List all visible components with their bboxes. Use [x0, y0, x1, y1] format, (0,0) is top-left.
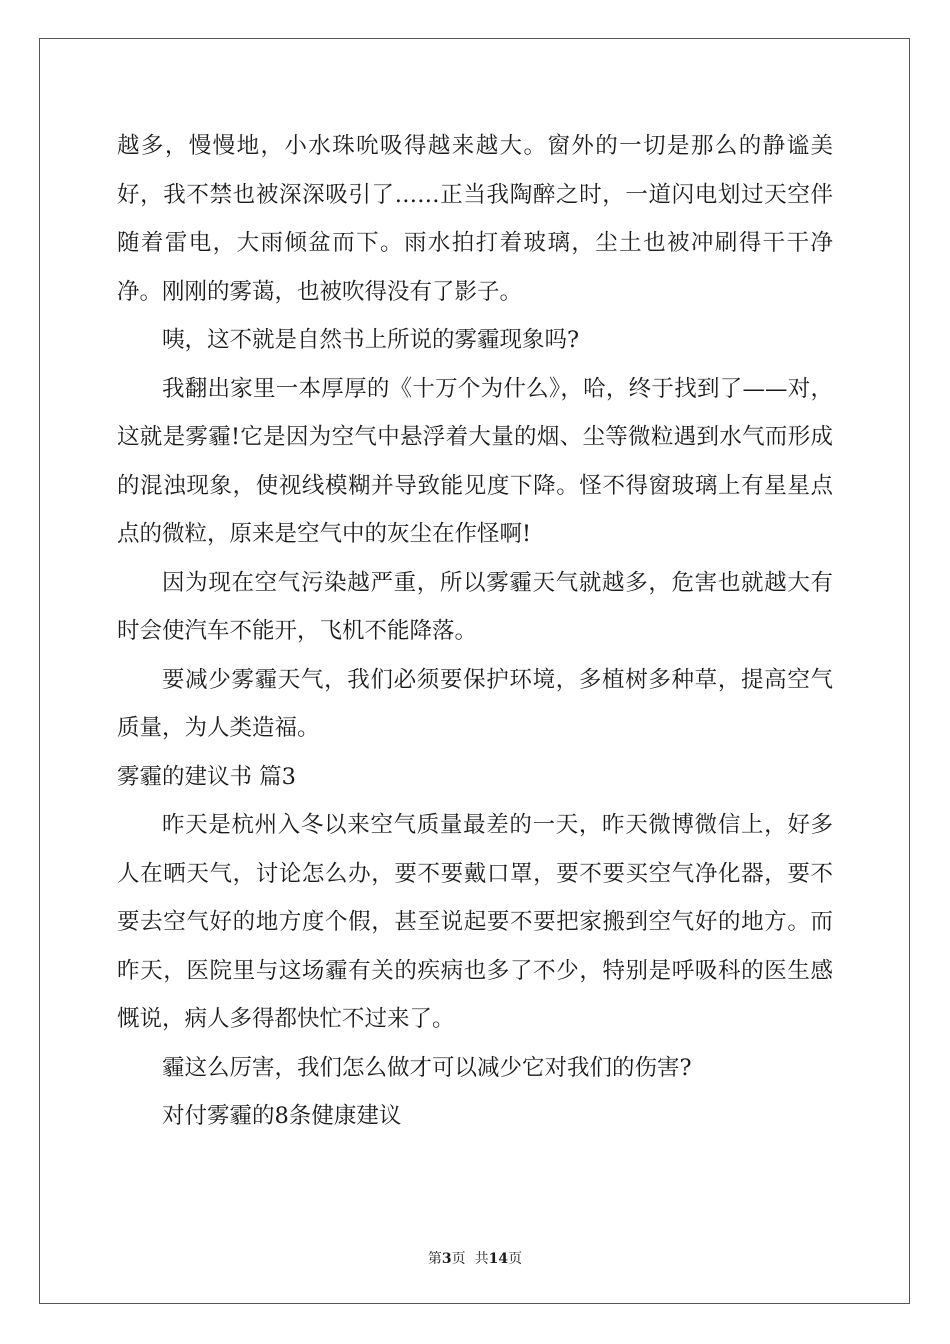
paragraph: 咦，这不就是自然书上所说的雾霾现象吗?	[162, 327, 580, 353]
document-body	[117, 122, 833, 1141]
paragraph: 昨天是杭州入冬以来空气质量最差的一天，昨天微博微信上，好多人在晒天气，讨论怎么办，要不要戴口罩，要不要买空气净化器，要不要去空气好的地方度个假，甚至说起要不要把家搬到空气好的地方。而昨天，医院里与这场霾有关的疾病也多了不少，特别是呼吸科的医生感慨说，病人多得都快忙不过来了。	[117, 812, 833, 1032]
footer-total-pages: 14	[488, 1251, 509, 1267]
paragraph: 我翻出家里一本厚厚的《十万个为什么》，哈，终于找到了——对，这就是雾霾!它是因为空气中悬浮着大量的烟、尘等微粒遇到水气而形成的混浊现象，使视线模糊并导致能见度下降。怪不得窗玻璃上有星星点点的微粒，原来是空气中的灰尘在作怪啊!	[117, 375, 833, 547]
footer-page-number: 3	[441, 1251, 452, 1267]
page-footer	[0, 1248, 950, 1268]
paragraph: 因为现在空气污染越严重，所以雾霾天气就越多，危害也就越大有时会使汽车不能开，飞机不能降落。	[117, 569, 833, 644]
paragraph: 霾这么厉害，我们怎么做才可以减少它对我们的伤害?	[162, 1054, 692, 1081]
paragraph: 对付雾霾的8条健康建议	[162, 1103, 402, 1129]
paragraph: 要减少雾霾天气，我们必须要保护环境，多植树多种草，提高空气质量，为人类造福。	[117, 666, 833, 741]
paragraph-continuation: 越多，慢慢地，小水珠吮吸得越来越大。窗外的一切是那么的静谧美好，我不禁也被深深吸引了……正当我陶醉之时，一道闪电划过天空伴随着雷电，大雨倾盆而下。雨水拍打着玻璃，尘土也被冲刷得干干净净。刚刚的雾蔼，也被吹得没有了影子。	[117, 133, 833, 305]
footer-mid: 页 共	[451, 1251, 489, 1267]
footer-prefix: 第	[427, 1251, 442, 1267]
footer-suffix: 页	[508, 1251, 523, 1267]
section-heading: 雾霾的建议书 篇3	[117, 763, 296, 790]
